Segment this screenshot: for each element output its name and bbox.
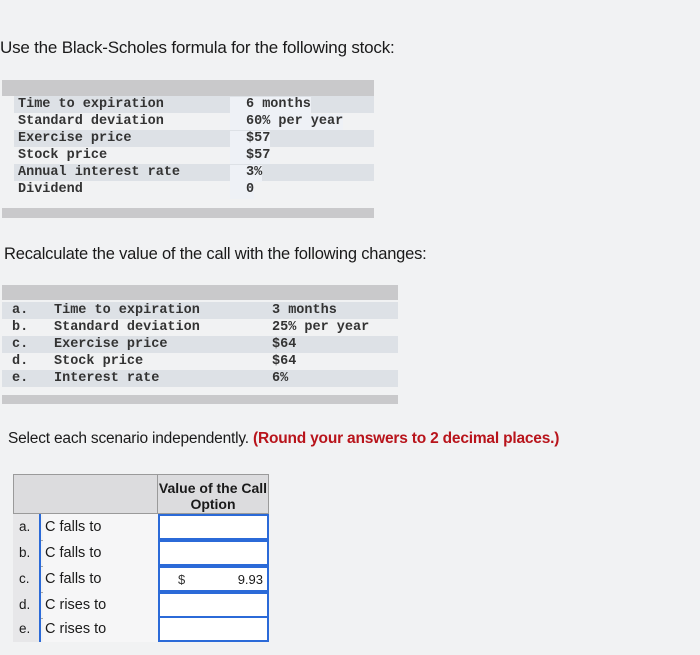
table-row (2, 319, 398, 336)
currency-symbol: $ (178, 572, 186, 587)
answer-dropdown[interactable]: C falls to (43, 540, 158, 566)
table-footer-bar (2, 395, 398, 404)
row-label: Time to expiration (54, 303, 200, 318)
table-row (2, 302, 398, 319)
row-value: $57 (230, 131, 270, 148)
row-letter: e. (12, 371, 29, 386)
answer-letter: e. (13, 616, 41, 642)
answer-header: Value of the Call Option (158, 474, 269, 514)
answer-letter: c. (13, 566, 41, 592)
row-value: $57 (230, 148, 270, 165)
changes-table (0, 300, 400, 395)
answer-letter: a. (13, 514, 41, 540)
answer-table (13, 474, 269, 639)
table-header-bar (2, 285, 398, 300)
row-value: 25% per year (272, 320, 370, 335)
answer-input[interactable] (158, 566, 269, 592)
row-letter: c. (12, 337, 29, 352)
table-row (14, 164, 374, 181)
table-row (14, 181, 374, 198)
answer-row (13, 566, 269, 592)
answer-letter: b. (13, 540, 41, 566)
table-row (2, 336, 398, 353)
answer-row (13, 616, 269, 642)
row-label: Standard deviation (54, 320, 200, 335)
answer-input[interactable] (158, 616, 269, 642)
row-value: 60% per year (230, 114, 343, 131)
answer-row (13, 592, 269, 618)
answer-dropdown[interactable]: C falls to (43, 514, 158, 540)
row-label: Annual interest rate (18, 165, 181, 180)
row-value: 3 months (272, 303, 337, 318)
answer-input[interactable] (158, 514, 269, 540)
table-row (14, 147, 374, 164)
table-row (14, 130, 374, 147)
row-label: Standard deviation (18, 114, 164, 129)
answer-header-blank (13, 474, 158, 514)
instructions (8, 430, 559, 448)
row-label: Stock price (18, 148, 108, 163)
row-value: 0 (230, 182, 254, 199)
answer-value: 9.93 (237, 572, 263, 587)
answer-letter: d. (13, 592, 41, 618)
row-label: Stock price (54, 354, 144, 369)
row-letter: d. (12, 354, 29, 369)
row-letter: a. (12, 303, 29, 318)
answer-dropdown[interactable]: C rises to (43, 616, 158, 642)
row-value: 3% (230, 165, 262, 182)
answer-row (13, 540, 269, 566)
row-label: Time to expiration (18, 97, 164, 112)
row-label: Interest rate (54, 371, 160, 386)
table-header-bar (2, 80, 374, 96)
answer-row (13, 514, 269, 540)
stock-table (14, 96, 374, 204)
instructions-text: Select each scenario independently. (8, 430, 249, 447)
row-label: Exercise price (18, 131, 132, 146)
table-footer-bar (2, 208, 374, 218)
row-label: Dividend (18, 182, 83, 197)
table-row (2, 370, 398, 387)
table-row (14, 113, 374, 130)
answer-input[interactable] (158, 592, 269, 618)
table-row (14, 96, 374, 113)
row-label: Exercise price (54, 337, 168, 352)
answer-dropdown[interactable]: C rises to (43, 592, 158, 618)
section-subtitle: Recalculate the value of the call with the following changes: (4, 245, 427, 263)
row-value: 6 months (230, 97, 311, 114)
row-value: $64 (272, 337, 297, 352)
answer-dropdown[interactable]: C falls to (43, 566, 158, 592)
rounding-note: (Round your answers to 2 decimal places.) (253, 430, 560, 447)
table-row (2, 353, 398, 370)
row-letter: b. (12, 320, 29, 335)
row-value: 6% (272, 371, 289, 386)
row-value: $64 (272, 354, 297, 369)
question-title: Use the Black-Scholes formula for the following stock: (0, 38, 395, 57)
answer-input[interactable] (158, 540, 269, 566)
